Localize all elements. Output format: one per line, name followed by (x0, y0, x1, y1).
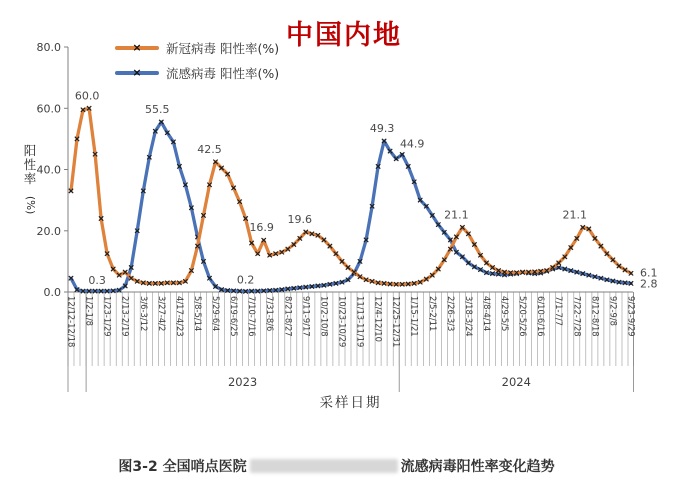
y-axis (37, 41, 69, 299)
svg-text:60.0: 60.0 (74, 89, 100, 103)
svg-text:5/29-6/4: 5/29-6/4 (211, 296, 221, 332)
svg-text:12/12-12/18: 12/12-12/18 (66, 296, 77, 348)
svg-text:4/8-4/14: 4/8-4/14 (482, 296, 492, 332)
svg-text:42.5: 42.5 (197, 142, 222, 156)
svg-text:2023: 2023 (227, 375, 258, 389)
svg-text:8/12-8/18: 8/12-8/18 (590, 296, 601, 337)
svg-text:80.0: 80.0 (36, 41, 61, 54)
svg-text:10/23-10/29: 10/23-10/29 (337, 296, 348, 348)
svg-text:12/25-12/31: 12/25-12/31 (391, 296, 402, 348)
svg-text:60.0: 60.0 (36, 102, 61, 116)
svg-text:阳: 阳 (23, 143, 37, 158)
svg-text:性: 性 (23, 157, 37, 172)
svg-text:6.1: 6.1 (640, 266, 658, 280)
svg-text:8/21-8/27: 8/21-8/27 (283, 296, 294, 337)
svg-text:0.2: 0.2 (236, 273, 255, 287)
svg-text:6/10-6/16: 6/10-6/16 (536, 296, 547, 337)
svg-text:7/22-7/28: 7/22-7/28 (572, 296, 583, 337)
flu-line-swatch-icon (115, 66, 159, 80)
svg-text:7/10-7/16: 7/10-7/16 (247, 296, 258, 337)
flu-series-line (69, 120, 633, 294)
svg-text:44.9: 44.9 (399, 137, 425, 151)
svg-text:3/27-4/2: 3/27-4/2 (156, 296, 167, 332)
svg-text:2/5-2/11: 2/5-2/11 (427, 296, 438, 332)
svg-text:16.9: 16.9 (249, 221, 274, 235)
svg-text:2.8: 2.8 (640, 277, 658, 291)
svg-text:5/20-5/26: 5/20-5/26 (518, 296, 529, 337)
svg-text:9/11-9/17: 9/11-9/17 (301, 296, 312, 337)
svg-text:0.0: 0.0 (43, 286, 61, 299)
caption-redacted-area (250, 459, 398, 473)
x-tick-grid (68, 292, 634, 366)
svg-text:2/13-2/19: 2/13-2/19 (120, 296, 131, 337)
svg-text:1/23-1/29: 1/23-1/29 (102, 296, 113, 337)
x-marker-icon: × (132, 66, 142, 80)
legend-label-covid: 新冠病毒 阳性率(%) (166, 41, 280, 56)
svg-text:49.3: 49.3 (369, 122, 395, 135)
svg-text:9/2-9/8: 9/2-9/8 (608, 296, 619, 326)
svg-text:40.0: 40.0 (36, 163, 61, 177)
svg-text:19.6: 19.6 (287, 213, 313, 226)
figure-caption (0, 456, 673, 476)
svg-text:21.1: 21.1 (444, 208, 469, 222)
svg-text:0.3: 0.3 (88, 274, 106, 288)
svg-text:55.5: 55.5 (145, 103, 170, 116)
svg-text:2024: 2024 (501, 375, 531, 389)
svg-text:11/13-11/19: 11/13-11/19 (355, 296, 366, 348)
legend-label-flu: 流感病毒 阳性率(%) (166, 66, 280, 81)
legend-item-covid (115, 40, 279, 56)
svg-text:率: 率 (23, 171, 37, 186)
caption-suffix: 流感病毒阳性率变化趋势 (400, 459, 555, 475)
svg-text:2/26-3/3: 2/26-3/3 (445, 296, 456, 332)
chart-title: 中国内地 (286, 20, 402, 51)
chart-legend (115, 40, 279, 81)
svg-text:12/4-12/10: 12/4-12/10 (373, 296, 384, 342)
svg-text:4/29-5/5: 4/29-5/5 (500, 296, 510, 332)
data-labels (75, 89, 658, 290)
covid-line-swatch-icon (115, 41, 159, 55)
svg-text:5/8-5/14: 5/8-5/14 (193, 296, 203, 332)
svg-text:20.0: 20.0 (36, 224, 61, 238)
x-marker-icon: × (132, 41, 142, 55)
x-axis-title: 采样日期 (319, 395, 382, 411)
svg-text:6/19-6/25: 6/19-6/25 (229, 296, 240, 337)
y-axis-title (24, 143, 37, 214)
svg-text:4/17-4/23: 4/17-4/23 (174, 296, 185, 337)
svg-text:21.1: 21.1 (562, 208, 588, 222)
svg-text:7/1-7/7: 7/1-7/7 (554, 296, 565, 326)
svg-text:1/15-1/21: 1/15-1/21 (409, 296, 420, 337)
caption-prefix: 图3-2 全国哨点医院 (118, 459, 247, 475)
svg-text:3/18-3/24: 3/18-3/24 (463, 296, 474, 337)
svg-text:3/6-3/12: 3/6-3/12 (138, 296, 149, 332)
svg-text:7/31-8/6: 7/31-8/6 (265, 296, 276, 332)
svg-text:(%): (%) (24, 196, 36, 215)
svg-text:10/2-10/8: 10/2-10/8 (319, 296, 330, 337)
svg-text:1/2-1/8: 1/2-1/8 (84, 296, 95, 326)
legend-item-flu (115, 65, 279, 81)
svg-text:9/23-9/29: 9/23-9/29 (626, 296, 637, 337)
